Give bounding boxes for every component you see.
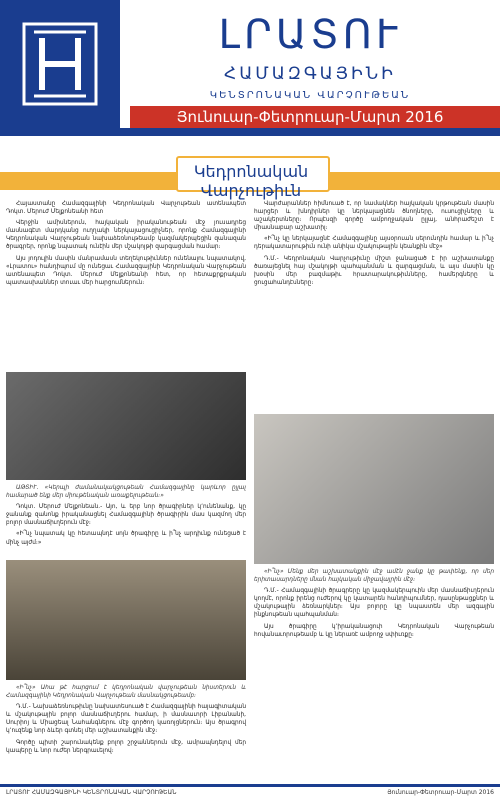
header-divider bbox=[0, 128, 500, 136]
paragraph: «Ի՞նչ կը ներկայացնէ Համազգայինը այսօրուան սերունդին համար և ի՞նչ դերակատարութիւն ունի անիկա մշակութային կեանքին մէջ» bbox=[254, 236, 494, 251]
publication-title: ԼՐԱՏՈՒ bbox=[218, 12, 402, 58]
paragraph: Վերջին ամիսներուն, հայկական իրականութեան մէջ յուսադրեց մասնագէտ մարդկանց ուղղակի ներկայացուցիչներ, որոնք Համազգայինի Կեդրոնական Վարչութեան նախաձեռնութեամբ կազմակերպեցին զանազան ծրագրեր, որոնք նպատակ ունէին մեր մշակոյթի զարգացման համար։ bbox=[6, 220, 246, 251]
paragraph: Գործը պիտի շարունակենք բոլոր շրջաններուն մէջ, ամրապնդելով մեր կապերը և նոր ուժեր ներգրաւելով։ bbox=[6, 739, 246, 754]
paragraph: Հայաստանը Համազգայինի Կեդրոնական Վարչութեան ատենապետ Դոկտ. Մերուժ Մելքոնեանի հետ bbox=[6, 201, 246, 216]
paragraph: Այս յոդուլին մասին մանրամասն տեղեկութիւններ ունենալու նպատակով, «Լրատու» հանդիպում մը ունեցաւ Համազգայինի Կեդրոնական Վարչութեան ատենապետ Դոկտ. Մերուժ Մելքոնեանի հետ, որ հետաքրքրական պատասխաններ տուաւ մեր հարցումներուն։ bbox=[6, 255, 246, 286]
paragraph: Դոկտ. Մերուժ Մելքոնեան.- Այո, և երբ նոր ծրագիրներ կ՚ունենանք, կը ջանանք զանոնք իրականացնել Համազգայինի ծրագիրին մաս կազմող մեր բոլոր մասնաճիւղերուն մէջ։ bbox=[6, 504, 246, 527]
publication-tagline: ԿԵՆՏՐՈՆԱԿԱՆ ՎԱՐՉՈՒԹԵԱՆ bbox=[209, 90, 411, 101]
paragraph: «Ի՞նչ նպատակ կը հետապնդէ սոյն ծրագիրը և ի՞նչ արդիւնք ունեցած է մինչ այժմ։» bbox=[6, 531, 246, 546]
paragraph: Դ.Մ.- Համազգայինի ծրագրերը կը կազմակերպուին մեր մասնաճիւղերուն կողմէ, որոնք իրենց ուժերով կը կատարեն հանդիպումներ, դասընթացքներ և մշակութային ձեռնարկներ։ Այս բոլորը կը նպաստեն մեր ազգային ինքնութեան պահպանման։ bbox=[254, 588, 494, 619]
photo-caption: «Ի՞նչ» Ահա թէ հարցում է կեդրոնական վարչութեան նիստերուն և Համազգայինի Կեդրոնական Վարչութեան մասնակցութեամբ։ bbox=[6, 685, 246, 700]
logo bbox=[0, 0, 120, 128]
paragraph: Դ.Մ.- Նախաձեռնութիւնը նախատեսուած է Համազգայինի հայագիտական և մշակութային բոլոր մասնաճիւղերու համար, ի մասնաւորի Լիբանանի, Սուրիոյ և Միացեալ Նահանգներու մէջ գործող կառոյցներուն։ Այս ծրագրով կ՚ուզենք նոր ձևեր գտնել մեր աշխատանքին մէջ։ bbox=[6, 704, 246, 735]
photo-caption: «Ի՞նչ» Մենք մեր աշխատանքին մէջ ամէն ջանք կը թափենք, որ մեր երիտասարդները մնան հայկական միջավայրին մէջ։ bbox=[254, 569, 494, 584]
photo-caption: ԱԹՏԻՒ. «Կերպի ժամանակակցութեան Համազգայինը կարևոր ըլլալ համարած ենք մեր միութենական առաքելութեան։» bbox=[6, 485, 246, 500]
left-column-top bbox=[6, 200, 246, 368]
footer-left: ԼՐԱՏՈՒ ՀԱՄԱԶԳԱՅԻՆԻ ԿԵՆՏՐՈՆԱԿԱՆ ՎԱՐՉՈՒԹԵԱՆ bbox=[6, 789, 177, 796]
photo-meeting bbox=[6, 560, 246, 680]
right-column-top bbox=[254, 200, 494, 410]
photo-portrait bbox=[6, 372, 246, 480]
paragraph: Այս ծրագիրը կ՚իրականացուի Կեդրոնական Վարչութեան հովանաւորութեամբ և կը ներառէ ամբողջ սփիւռքը։ bbox=[254, 623, 494, 638]
masthead bbox=[0, 0, 500, 128]
publication-subtitle: ՀԱՄԱԶԳԱՅԻՆԻ bbox=[224, 64, 396, 84]
footer-divider bbox=[0, 784, 500, 787]
section-title: Կեդրոնական Վարչութիւն bbox=[193, 162, 309, 200]
photo-conference bbox=[254, 414, 494, 564]
left-column-bottom bbox=[6, 684, 246, 780]
issue-date: Յունուար-Փետրուար-Մարտ 2016 bbox=[176, 108, 444, 126]
paragraph: Վարժարաններ հիմնուած է, որ նամակներ հայկական կրթութեան մասին հարցեր և խնդիրներ կը ներկայացնեն ծնողները, ուսուցիչները և աշակերտները։ Որպէսզի գործը ամբողջական ըլլայ, անհրաժեշտ է միասնաբար աշխատիլ։ bbox=[254, 201, 494, 232]
paragraph: Դ.Մ.- Կեդրոնական Վարչութիւնը միշտ ջանացած է իր աշխատանքը ծառայեցնել հայ մշակոյթի պահպանման և զարգացման, և այս մասին կը խօսին մեր բազմաթիւ հրատարակութիւնները, համերգները և ցուցահանդէսները։ bbox=[254, 255, 494, 286]
left-column-middle bbox=[6, 484, 246, 556]
logo-icon bbox=[14, 14, 106, 114]
right-column-bottom bbox=[254, 568, 494, 780]
footer-right: Յունուար-Փետրուար-Մարտ 2016 bbox=[387, 789, 494, 796]
